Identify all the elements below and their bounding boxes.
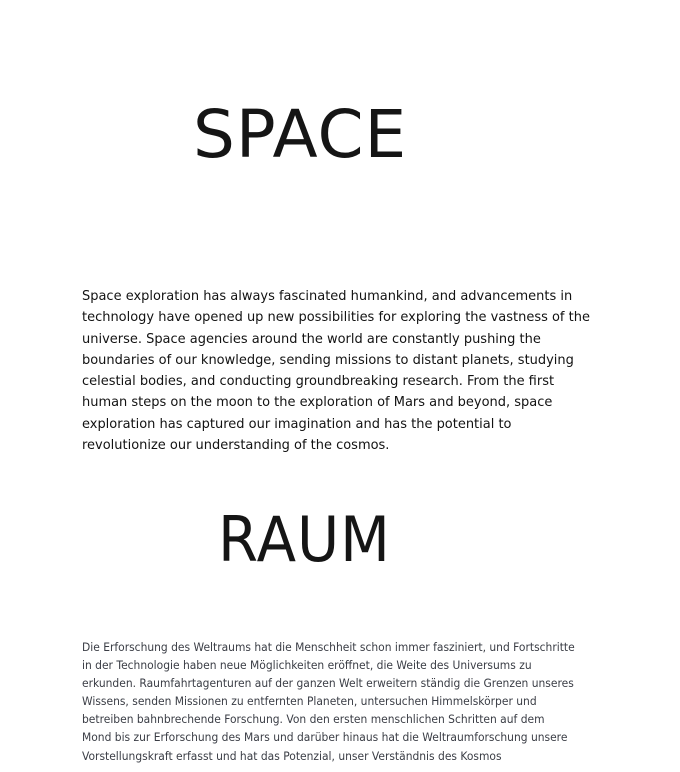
heading-raum: RAUM [218, 503, 391, 576]
paragraph-english: Space exploration has always fascinated humankind, and advancements in technology have opened up new possibilities for exploring the vastness of the universe. Space agencies around the world are constantly pushing the boundaries of our knowledge, sending missions to distant planets, studying celestial bodies, and conducting groundbreaking research. From the first human steps on the moon to the exploration of Mars and beyond, space exploration has captured our imagination and has the potential to revolutionize our understanding of the cosmos. [82, 288, 590, 454]
paragraph-german: Die Erforschung des Weltraums hat die Menschheit schon immer fasziniert, und Fortschritte in der Technologie haben neue Möglichkeiten eröffnet, die Weite des Universums zu erkunden. Raumfahrtagenturen auf der ganzen Welt erweitern ständig die Grenzen unseres Wissens, senden Missionen zu entfernten Planeten, untersuchen Himmelskörper und betreiben bahnbrechende Forschung. Von den ersten menschlichen Schritten auf dem Mond bis zur Erforschung des Mars und darüber hinaus hat die Weltraumforschung unsere Vorstellungskraft erfasst und hat das Potenzial, unser Verständnis des Kosmos [82, 640, 575, 763]
heading-space: SPACE [193, 96, 408, 173]
